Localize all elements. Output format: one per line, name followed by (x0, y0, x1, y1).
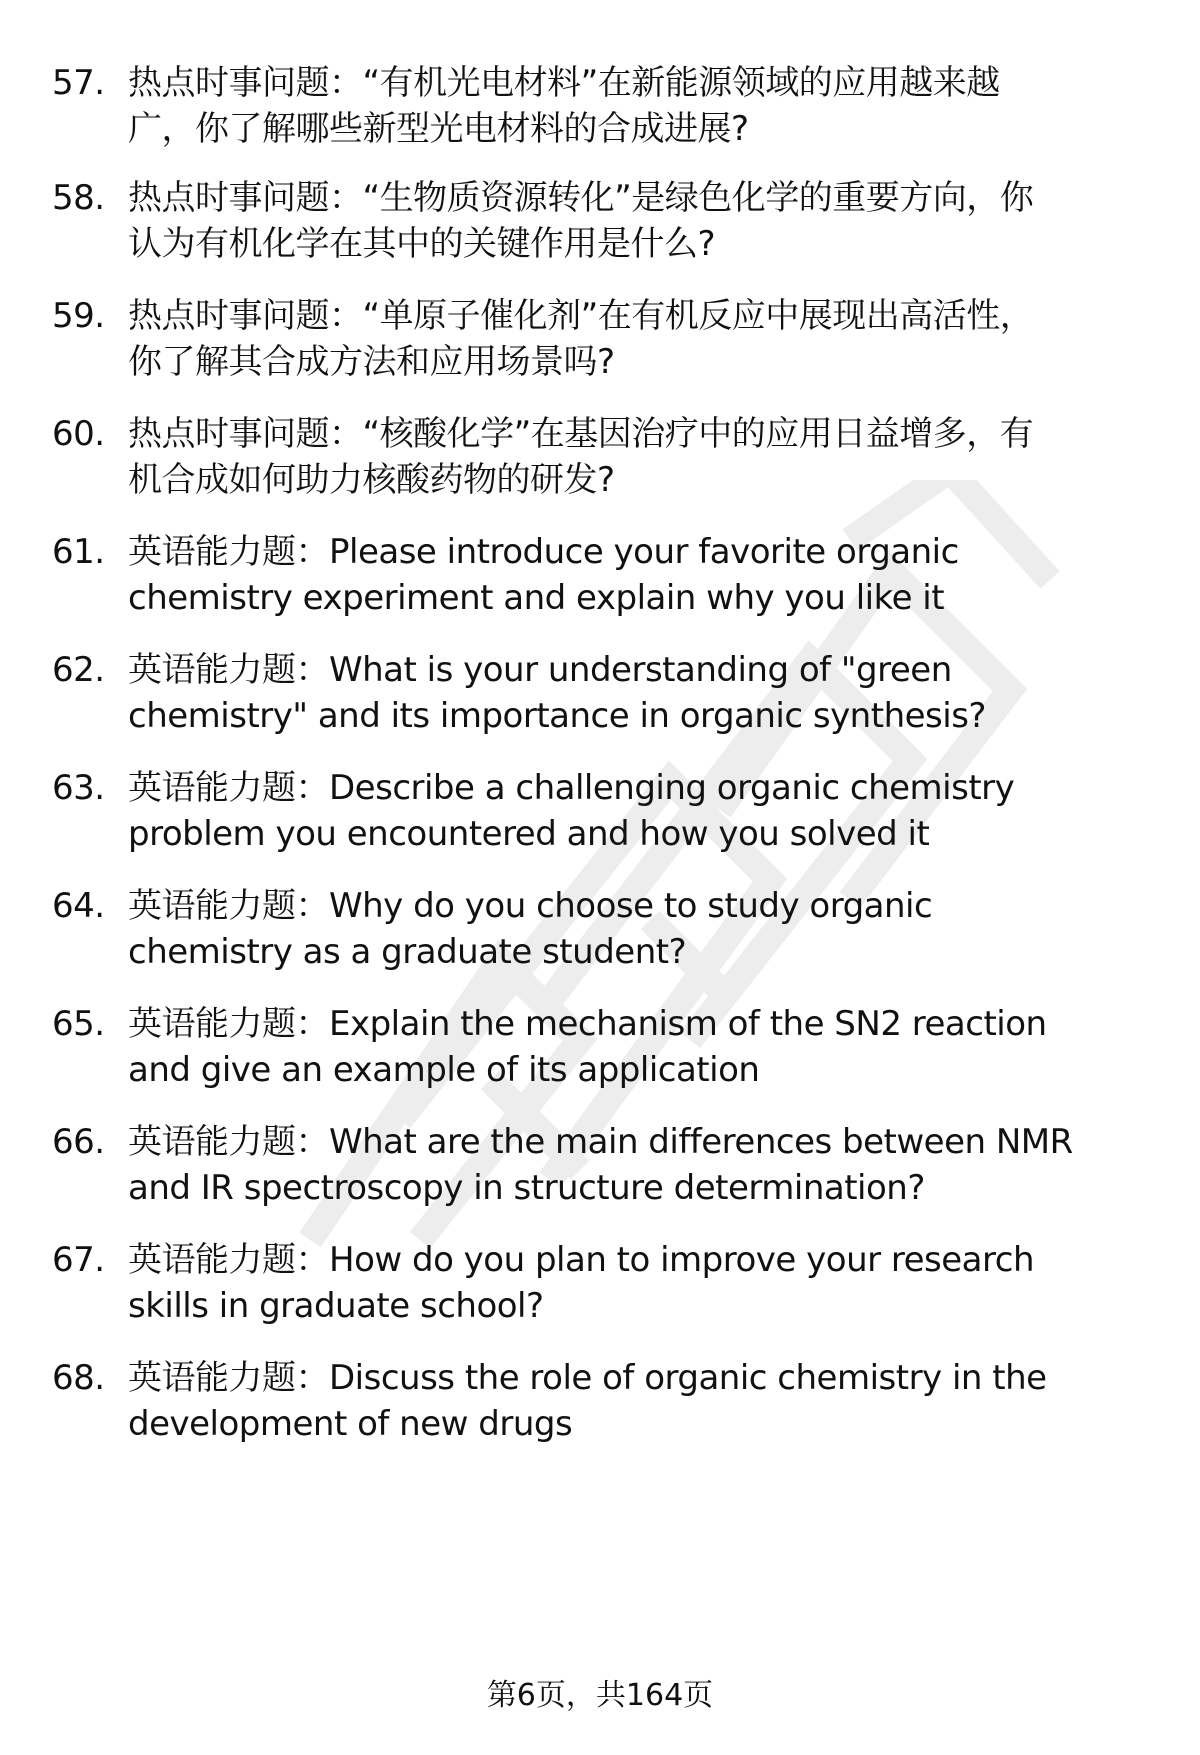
question-60 (52, 411, 1162, 503)
question-text: How do you plan to improve your research (329, 1240, 1034, 1280)
question-text-continued: chemistry as a graduate student? (128, 932, 687, 972)
question-68 (52, 1355, 1162, 1447)
question-number: 64. (52, 886, 105, 926)
question-number: 63. (52, 768, 105, 808)
question-number: 65. (52, 1004, 105, 1044)
question-text-continued: 广，你了解哪些新型光电材料的合成进展? (128, 109, 749, 149)
question-category: 英语能力题： (128, 1004, 329, 1044)
question-text-continued: development of new drugs (128, 1404, 573, 1444)
page-indicator: 第6页，共164页 (486, 1678, 714, 1713)
question-66 (52, 1119, 1162, 1211)
question-category: 英语能力题： (128, 532, 329, 572)
question-text-continued: 认为有机化学在其中的关键作用是什么? (128, 224, 716, 264)
question-62 (52, 647, 1162, 739)
question-text-continued: problem you encountered and how you solved it (128, 814, 930, 854)
question-57 (52, 60, 1162, 152)
question-text-continued: chemistry experiment and explain why you like it (128, 578, 945, 618)
question-58 (52, 175, 1162, 267)
question-text-continued: and give an example of its application (128, 1050, 760, 1090)
question-number: 62. (52, 650, 105, 690)
question-59 (52, 293, 1162, 385)
question-text: Describe a challenging organic chemistry (329, 768, 1015, 808)
question-text: “单原子催化剂”在有机反应中展现出高活性， (362, 296, 1034, 336)
question-number: 59. (52, 296, 105, 336)
question-text: Please introduce your favorite organic (329, 532, 959, 572)
question-number: 61. (52, 532, 105, 572)
question-category: 热点时事问题： (128, 63, 363, 103)
question-number: 68. (52, 1358, 105, 1398)
question-64 (52, 883, 1162, 975)
question-number: 67. (52, 1240, 105, 1280)
question-text: Explain the mechanism of the SN2 reaction (329, 1004, 1047, 1044)
question-number: 58. (52, 178, 105, 218)
question-text-continued: chemistry" and its importance in organic synthesis? (128, 696, 986, 736)
question-text: What are the main differences between NMR (329, 1122, 1073, 1162)
question-text: “有机光电材料”在新能源领域的应用越来越 (362, 63, 1000, 103)
question-text: Why do you choose to study organic (329, 886, 933, 926)
question-text: “生物质资源转化”是绿色化学的重要方向，你 (362, 178, 1034, 218)
question-category: 英语能力题： (128, 1122, 329, 1162)
question-category: 热点时事问题： (128, 296, 363, 336)
question-text-continued: 你了解其合成方法和应用场景吗? (128, 342, 615, 382)
question-text-continued: 机合成如何助力核酸药物的研发? (128, 460, 615, 500)
question-category: 热点时事问题： (128, 414, 363, 454)
question-category: 热点时事问题： (128, 178, 363, 218)
question-text: Discuss the role of organic chemistry in the (329, 1358, 1047, 1398)
question-text-continued: skills in graduate school? (128, 1286, 544, 1326)
question-text: What is your understanding of "green (329, 650, 952, 690)
question-category: 英语能力题： (128, 768, 329, 808)
question-63 (52, 765, 1162, 857)
question-67 (52, 1237, 1162, 1329)
question-category: 英语能力题： (128, 650, 329, 690)
question-text-continued: and IR spectroscopy in structure determination? (128, 1168, 925, 1208)
question-text: “核酸化学”在基因治疗中的应用日益增多，有 (362, 414, 1034, 454)
question-category: 英语能力题： (128, 886, 329, 926)
question-number: 66. (52, 1122, 105, 1162)
question-category: 英语能力题： (128, 1358, 329, 1398)
question-category: 英语能力题： (128, 1240, 329, 1280)
question-65 (52, 1001, 1162, 1093)
question-61 (52, 529, 1162, 621)
question-number: 60. (52, 414, 105, 454)
question-number: 57. (52, 63, 105, 103)
